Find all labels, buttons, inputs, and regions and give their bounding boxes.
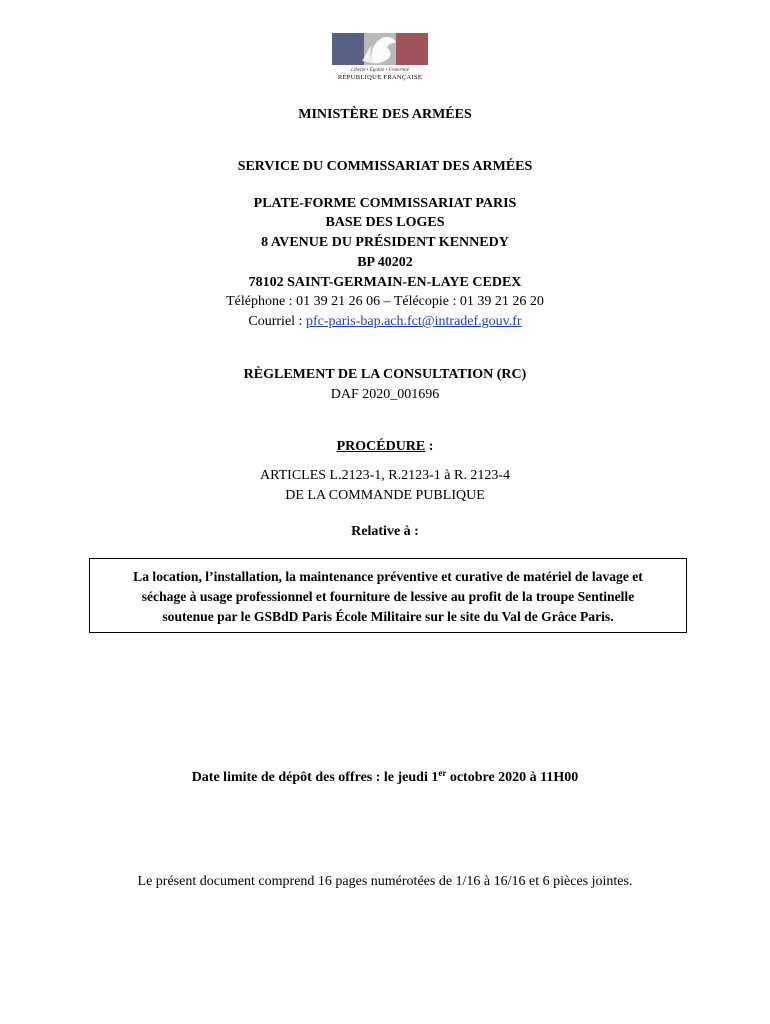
email-label: Courriel : — [248, 314, 306, 329]
deadline-text-after: octobre 2020 à 11H00 — [446, 770, 579, 785]
ministry-heading: MINISTÈRE DES ARMÉES — [298, 107, 472, 122]
articles-line-1: ARTICLES L.2123-1, R.2123-1 à R. 2123-4 — [260, 468, 510, 483]
submission-deadline — [0, 769, 770, 787]
service-heading: SERVICE DU COMMISSARIAT DES ARMÉES — [237, 159, 533, 174]
procedure-heading — [0, 438, 770, 456]
republique-francaise-logo — [330, 32, 430, 82]
postal-box: BP 40202 — [357, 255, 413, 270]
pages-note: Le présent document comprend 16 pages numérotées de 1/16 à 16/16 et 6 pièces jointes. — [137, 874, 633, 889]
deadline-ordinal: er — [438, 768, 447, 778]
deadline-text-before: Date limite de dépôt des offres : le jeudi 1 — [191, 770, 439, 785]
email-line — [0, 313, 770, 331]
relative-label: Relative à : — [351, 524, 419, 539]
procedure-label: PROCÉDURE — [336, 439, 426, 454]
logo-republic-text: RÉPUBLIQUE FRANÇAISE — [337, 74, 423, 81]
document-title: RÈGLEMENT DE LA CONSULTATION (RC) — [243, 367, 527, 382]
logo-motto: Liberté • Égalité • Fraternité — [351, 68, 409, 73]
subject-line-2: séchage à usage professionnel et fourniture de lessive au profit de la troupe Sentinelle — [141, 589, 635, 604]
phone-fax-line: Téléphone : 01 39 21 26 06 – Télécopie : 01 39 21 26 20 — [226, 294, 544, 309]
procedure-colon: : — [425, 439, 434, 454]
street-address: 8 AVENUE DU PRÉSIDENT KENNEDY — [261, 235, 509, 250]
base-name: BASE DES LOGES — [325, 215, 445, 230]
city-address: 78102 SAINT-GERMAIN-EN-LAYE CEDEX — [248, 275, 522, 290]
subject-box — [89, 558, 687, 633]
marianne-emblem-icon — [332, 33, 428, 65]
subject-line-1: La location, l’installation, la maintenance préventive et curative de matériel de lavage et — [133, 569, 643, 584]
articles-line-2: DE LA COMMANDE PUBLIQUE — [285, 488, 485, 503]
document-reference: DAF 2020_001696 — [330, 387, 440, 402]
platform-name: PLATE-FORME COMMISSARIAT PARIS — [253, 196, 517, 211]
subject-line-3: soutenue par le GSBdD Paris École Militaire sur le site du Val de Grâce Paris. — [162, 609, 614, 624]
email-link[interactable]: pfc-paris-bap.ach.fct@intradef.gouv.fr — [305, 314, 522, 329]
